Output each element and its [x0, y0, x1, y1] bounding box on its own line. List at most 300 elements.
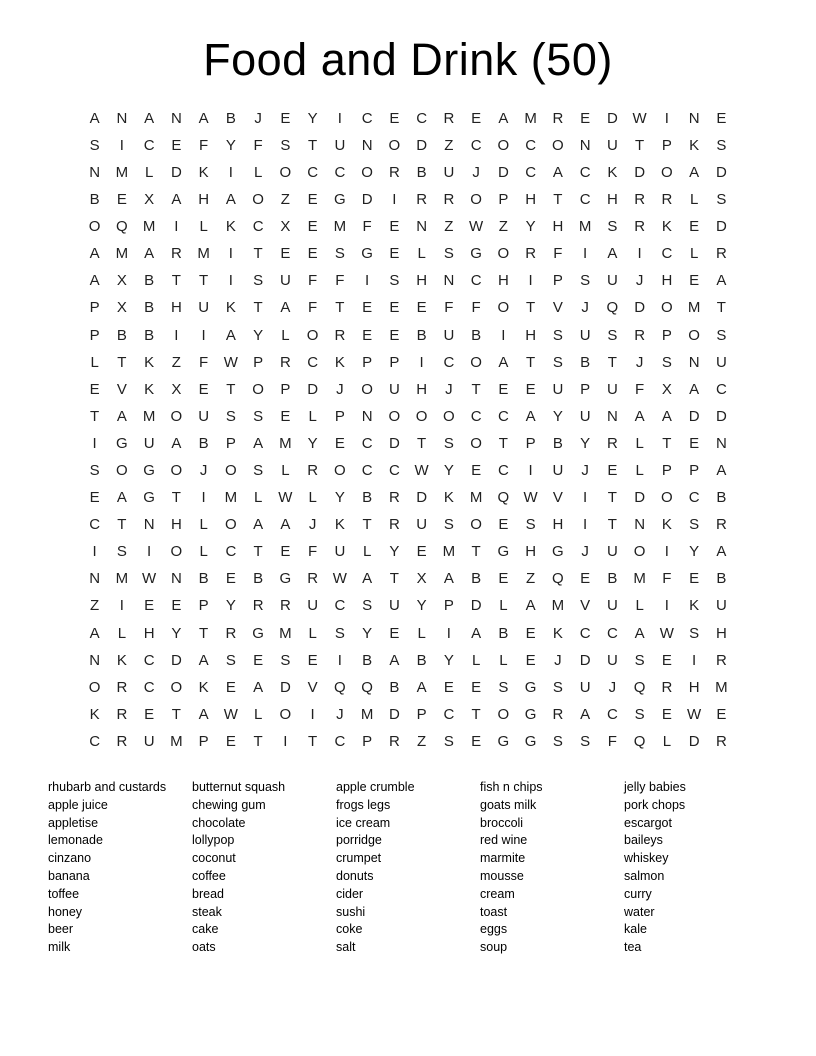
word-list-column — [480, 779, 624, 957]
grid-letter: Q — [606, 299, 619, 317]
grid-row — [81, 430, 735, 457]
grid-letter: Y — [416, 597, 427, 615]
grid-letter: Z — [498, 218, 508, 236]
grid-letter: X — [416, 570, 427, 588]
page-title: Food and Drink (50) — [203, 34, 613, 85]
grid-letter: C — [89, 732, 101, 750]
grid-letter: Z — [526, 570, 536, 588]
grid-letter: A — [716, 543, 727, 561]
grid-letter: T — [308, 136, 318, 154]
grid-letter: P — [89, 299, 100, 317]
grid-letter: W — [687, 705, 702, 723]
grid-letter: E — [498, 380, 509, 398]
grid-letter: Y — [443, 461, 454, 479]
grid-letter: L — [499, 597, 508, 615]
grid-letter: O — [361, 163, 373, 181]
grid-letter: E — [89, 489, 100, 507]
grid-letter: B — [389, 678, 400, 696]
grid-letter: E — [225, 678, 236, 696]
grid-row — [81, 728, 735, 755]
grid-letter: R — [552, 705, 564, 723]
grid-letter: N — [688, 353, 700, 371]
grid-letter: C — [143, 136, 155, 154]
grid-letter: U — [606, 380, 618, 398]
grid-letter: Y — [225, 597, 236, 615]
grid-letter: P — [362, 353, 373, 371]
grid-letter: Y — [362, 624, 373, 642]
grid-letter: A — [144, 245, 155, 263]
grid-letter: F — [662, 570, 672, 588]
grid-letter: W — [414, 461, 429, 479]
grid-letter: A — [144, 109, 155, 127]
grid-letter: R — [416, 191, 428, 209]
grid-letter: D — [279, 678, 291, 696]
grid-letter: M — [142, 218, 156, 236]
grid-letter: T — [417, 434, 427, 452]
grid-letter: F — [199, 136, 209, 154]
word-item: apple crumble — [336, 780, 415, 794]
word-item: lollypop — [192, 833, 235, 848]
grid-letter: K — [198, 678, 209, 696]
word-item: curry — [624, 886, 652, 901]
grid-letter: M — [469, 489, 483, 507]
word-item: toast — [480, 904, 508, 919]
word-item: apple juice — [48, 797, 108, 812]
grid-letter: U — [552, 461, 564, 479]
grid-letter: A — [171, 191, 182, 209]
grid-letter: R — [307, 570, 319, 588]
grid-letter: O — [661, 163, 673, 181]
grid-letter: N — [715, 434, 727, 452]
grid-letter: I — [228, 272, 233, 290]
grid-letter: O — [306, 326, 319, 344]
grid-letter: S — [661, 353, 672, 371]
grid-letter: H — [525, 543, 537, 561]
grid-letter: G — [524, 732, 537, 750]
grid-letter: R — [715, 516, 727, 534]
grid-letter: U — [606, 597, 618, 615]
grid-letter: S — [716, 136, 727, 154]
grid-letter: S — [280, 651, 291, 669]
grid-row — [81, 457, 735, 484]
grid-letter: U — [416, 516, 428, 534]
grid-letter: F — [308, 272, 318, 290]
grid-letter: O — [279, 705, 292, 723]
grid-letter: S — [280, 136, 291, 154]
grid-letter: E — [443, 678, 454, 696]
grid-letter: H — [688, 678, 700, 696]
grid-letter: M — [115, 245, 129, 263]
word-item: steak — [192, 904, 222, 919]
word-item: baileys — [624, 833, 663, 848]
grid-letter: Q — [116, 218, 128, 236]
grid-letter: G — [252, 624, 264, 642]
grid-letter: T — [253, 543, 263, 561]
grid-letter: O — [334, 461, 346, 479]
grid-letter: E — [389, 218, 400, 236]
grid-letter: J — [608, 678, 617, 696]
grid-letter: G — [524, 678, 537, 696]
grid-letter: E — [471, 461, 482, 479]
grid-letter: L — [308, 407, 317, 425]
grid-letter: S — [443, 434, 454, 452]
grid-letter: D — [715, 407, 727, 425]
grid-letter: R — [116, 732, 128, 750]
grid-letter: G — [497, 732, 510, 750]
grid-letter: O — [415, 407, 428, 425]
grid-letter: R — [443, 109, 455, 127]
grid-letter: Q — [334, 678, 346, 696]
grid-letter: E — [389, 109, 400, 127]
grid-letter: I — [637, 245, 642, 263]
grid-letter: E — [362, 299, 373, 317]
grid-letter: K — [144, 353, 155, 371]
grid-letter: Q — [497, 489, 510, 507]
grid-letter: O — [252, 380, 264, 398]
grid-letter: H — [606, 191, 618, 209]
word-item: jelly babies — [624, 780, 686, 794]
grid-letter: C — [143, 678, 155, 696]
grid-letter: K — [661, 218, 672, 236]
grid-letter: E — [280, 543, 291, 561]
grid-letter: L — [253, 705, 263, 723]
grid-letter: K — [552, 624, 563, 642]
grid-letter: V — [307, 678, 318, 696]
grid-letter: O — [470, 353, 482, 371]
grid-letter: B — [471, 326, 482, 344]
grid-letter: I — [147, 543, 152, 561]
grid-letter: A — [253, 434, 264, 452]
grid-letter: J — [336, 380, 344, 398]
grid-letter: P — [443, 597, 454, 615]
grid-letter: Y — [171, 624, 182, 642]
grid-letter: O — [361, 380, 373, 398]
grid-letter: A — [716, 461, 727, 479]
grid-row — [81, 240, 735, 267]
grid-letter: U — [279, 272, 291, 290]
grid-letter: T — [716, 299, 726, 317]
grid-letter: A — [498, 353, 509, 371]
grid-letter: K — [661, 516, 672, 534]
grid-letter: W — [632, 109, 647, 127]
grid-row — [81, 511, 735, 538]
grid-letter: I — [583, 489, 588, 507]
grid-letter: U — [334, 136, 346, 154]
grid-letter: L — [689, 245, 699, 263]
grid-letter: X — [144, 191, 155, 209]
word-list-column — [192, 779, 336, 957]
grid-letter: E — [280, 245, 291, 263]
grid-letter: T — [199, 272, 209, 290]
grid-letter: R — [661, 191, 673, 209]
grid-letter: H — [715, 624, 727, 642]
grid-letter: A — [607, 245, 618, 263]
grid-letter: C — [525, 136, 537, 154]
grid-letter: B — [416, 326, 427, 344]
word-item: soup — [480, 940, 508, 955]
grid-letter: Y — [253, 326, 264, 344]
grid-letter: I — [446, 624, 451, 642]
grid-letter: C — [307, 353, 319, 371]
grid-letter: O — [552, 136, 564, 154]
grid-letter: K — [443, 489, 454, 507]
grid-letter: O — [252, 191, 264, 209]
grid-letter: U — [715, 597, 727, 615]
grid-letter: L — [417, 624, 426, 642]
word-item: milk — [48, 940, 71, 955]
grid-letter: K — [89, 705, 100, 723]
grid-letter: O — [470, 516, 482, 534]
grid-letter: R — [334, 326, 346, 344]
grid-row — [81, 647, 735, 674]
grid-letter: O — [497, 705, 510, 723]
grid-letter: M — [115, 163, 129, 181]
grid-letter: G — [143, 461, 155, 479]
grid-letter: S — [716, 191, 727, 209]
grid-letter: W — [469, 218, 484, 236]
grid-letter: U — [579, 326, 591, 344]
grid-letter: M — [115, 570, 129, 588]
grid-letter: W — [332, 570, 347, 588]
grid-letter: X — [171, 380, 182, 398]
word-item: eggs — [480, 922, 508, 937]
grid-row — [81, 267, 735, 294]
grid-letter: P — [525, 434, 536, 452]
word-item: sushi — [336, 904, 366, 919]
grid-letter: B — [89, 191, 100, 209]
word-item: frogs legs — [336, 797, 391, 812]
grid-letter: M — [224, 489, 238, 507]
grid-letter: S — [89, 136, 100, 154]
grid-letter: P — [389, 353, 400, 371]
grid-letter: A — [171, 434, 182, 452]
word-item: kale — [624, 922, 647, 937]
grid-letter: I — [92, 543, 97, 561]
grid-row — [81, 105, 735, 132]
grid-letter: I — [174, 326, 179, 344]
grid-letter: U — [606, 272, 618, 290]
grid-letter: F — [362, 218, 372, 236]
grid-letter: I — [692, 651, 697, 669]
grid-letter: K — [225, 218, 236, 236]
grid-letter: Y — [307, 109, 318, 127]
grid-letter: S — [689, 516, 700, 534]
grid-letter: L — [662, 732, 672, 750]
grid-letter: C — [497, 407, 509, 425]
grid-letter: X — [661, 380, 672, 398]
grid-letter: V — [580, 597, 591, 615]
grid-letter: G — [497, 543, 510, 561]
grid-letter: H — [198, 191, 210, 209]
grid-letter: F — [553, 245, 563, 263]
grid-letter: V — [552, 299, 563, 317]
grid-letter: E — [471, 732, 482, 750]
grid-letter: A — [198, 109, 209, 127]
grid-letter: N — [116, 109, 128, 127]
grid-letter: M — [687, 299, 701, 317]
grid-letter: D — [388, 434, 400, 452]
grid-letter: G — [552, 543, 564, 561]
grid-letter: E — [225, 570, 236, 588]
grid-letter: A — [416, 678, 427, 696]
word-item: coke — [336, 922, 363, 937]
grid-letter: L — [253, 163, 263, 181]
grid-letter: U — [606, 543, 618, 561]
grid-letter: I — [337, 651, 342, 669]
grid-letter: N — [579, 136, 591, 154]
grid-letter: O — [661, 299, 673, 317]
grid-letter: E — [471, 678, 482, 696]
grid-letter: H — [497, 272, 509, 290]
grid-row — [81, 159, 735, 186]
grid-letter: G — [279, 570, 292, 588]
grid-letter: O — [388, 407, 401, 425]
grid-letter: H — [552, 218, 564, 236]
word-item: chocolate — [192, 815, 246, 830]
grid-letter: B — [144, 326, 155, 344]
grid-letter: T — [117, 516, 127, 534]
grid-letter: H — [170, 299, 182, 317]
grid-letter: I — [119, 597, 124, 615]
grid-letter: G — [116, 434, 128, 452]
grid-letter: Y — [689, 543, 700, 561]
grid-letter: D — [634, 163, 646, 181]
grid-letter: Z — [444, 136, 454, 154]
grid-letter: E — [689, 218, 700, 236]
grid-letter: C — [606, 624, 618, 642]
word-item: coconut — [192, 851, 236, 866]
grid-letter: R — [388, 489, 400, 507]
grid-letter: A — [225, 191, 236, 209]
grid-letter: T — [471, 705, 481, 723]
grid-letter: T — [471, 380, 481, 398]
grid-letter: F — [308, 299, 318, 317]
grid-letter: I — [365, 272, 370, 290]
grid-letter: E — [307, 651, 318, 669]
grid-letter: Q — [552, 570, 564, 588]
grid-row — [81, 294, 735, 321]
grid-letter: B — [607, 570, 618, 588]
grid-letter: U — [307, 597, 319, 615]
grid-letter: R — [634, 191, 646, 209]
grid-letter: S — [334, 624, 345, 642]
grid-letter: A — [253, 678, 264, 696]
grid-letter: D — [715, 163, 727, 181]
grid-letter: A — [280, 516, 291, 534]
wordsearch-grid — [81, 105, 735, 755]
grid-letter: E — [498, 570, 509, 588]
grid-letter: P — [661, 461, 672, 479]
grid-letter: Q — [633, 678, 646, 696]
grid-letter: T — [117, 353, 127, 371]
grid-letter: N — [443, 272, 455, 290]
grid-letter: A — [116, 489, 127, 507]
grid-letter: L — [635, 597, 644, 615]
grid-letter: K — [144, 380, 155, 398]
word-item: cream — [480, 886, 515, 901]
grid-letter: D — [170, 163, 182, 181]
grid-letter: O — [170, 678, 183, 696]
grid-letter: A — [634, 624, 645, 642]
grid-letter: R — [606, 434, 618, 452]
grid-letter: I — [583, 516, 588, 534]
grid-letter: C — [525, 163, 537, 181]
grid-letter: I — [201, 489, 206, 507]
grid-letter: D — [416, 489, 428, 507]
grid-letter: A — [525, 407, 536, 425]
grid-letter: N — [416, 218, 428, 236]
grid-letter: O — [661, 489, 673, 507]
grid-letter: Y — [389, 543, 400, 561]
grid-letter: C — [388, 461, 400, 479]
grid-letter: F — [335, 272, 345, 290]
grid-letter: A — [580, 705, 591, 723]
grid-letter: S — [498, 678, 509, 696]
grid-letter: S — [443, 516, 454, 534]
word-item: cider — [336, 886, 364, 901]
grid-letter: T — [171, 489, 181, 507]
grid-row — [81, 620, 735, 647]
grid-letter: M — [142, 407, 156, 425]
grid-letter: A — [89, 245, 100, 263]
grid-letter: I — [528, 461, 533, 479]
grid-letter: C — [89, 516, 101, 534]
grid-letter: U — [198, 299, 210, 317]
grid-row — [81, 376, 735, 403]
grid-letter: E — [307, 191, 318, 209]
grid-letter: B — [253, 570, 264, 588]
grid-letter: T — [226, 380, 236, 398]
grid-letter: V — [116, 380, 127, 398]
grid-letter: E — [144, 597, 155, 615]
grid-letter: C — [606, 705, 618, 723]
grid-letter: M — [578, 218, 592, 236]
grid-letter: H — [525, 326, 537, 344]
grid-letter: S — [552, 732, 563, 750]
grid-letter: C — [470, 407, 482, 425]
grid-letter: X — [116, 299, 127, 317]
grid-letter: E — [389, 624, 400, 642]
grid-letter: Y — [552, 407, 563, 425]
grid-row — [81, 565, 735, 592]
grid-letter: I — [528, 272, 533, 290]
word-item: escargot — [624, 815, 672, 830]
grid-letter: I — [664, 109, 669, 127]
grid-letter: C — [334, 163, 346, 181]
grid-letter: S — [443, 245, 454, 263]
grid-letter: S — [225, 407, 236, 425]
grid-letter: L — [471, 651, 481, 669]
grid-letter: A — [253, 516, 264, 534]
grid-letter: M — [333, 218, 347, 236]
grid-letter: T — [171, 272, 181, 290]
grid-letter: I — [501, 326, 506, 344]
grid-letter: K — [116, 651, 127, 669]
grid-letter: I — [283, 732, 288, 750]
grid-letter: V — [552, 489, 563, 507]
grid-letter: U — [443, 326, 455, 344]
grid-letter: D — [715, 218, 727, 236]
grid-letter: I — [92, 434, 97, 452]
grid-letter: D — [606, 109, 618, 127]
grid-letter: A — [716, 272, 727, 290]
grid-letter: O — [470, 434, 482, 452]
grid-letter: B — [116, 326, 127, 344]
grid-letter: O — [170, 461, 183, 479]
grid-letter: R — [388, 516, 400, 534]
word-item: honey — [48, 904, 83, 919]
grid-letter: B — [225, 109, 236, 127]
